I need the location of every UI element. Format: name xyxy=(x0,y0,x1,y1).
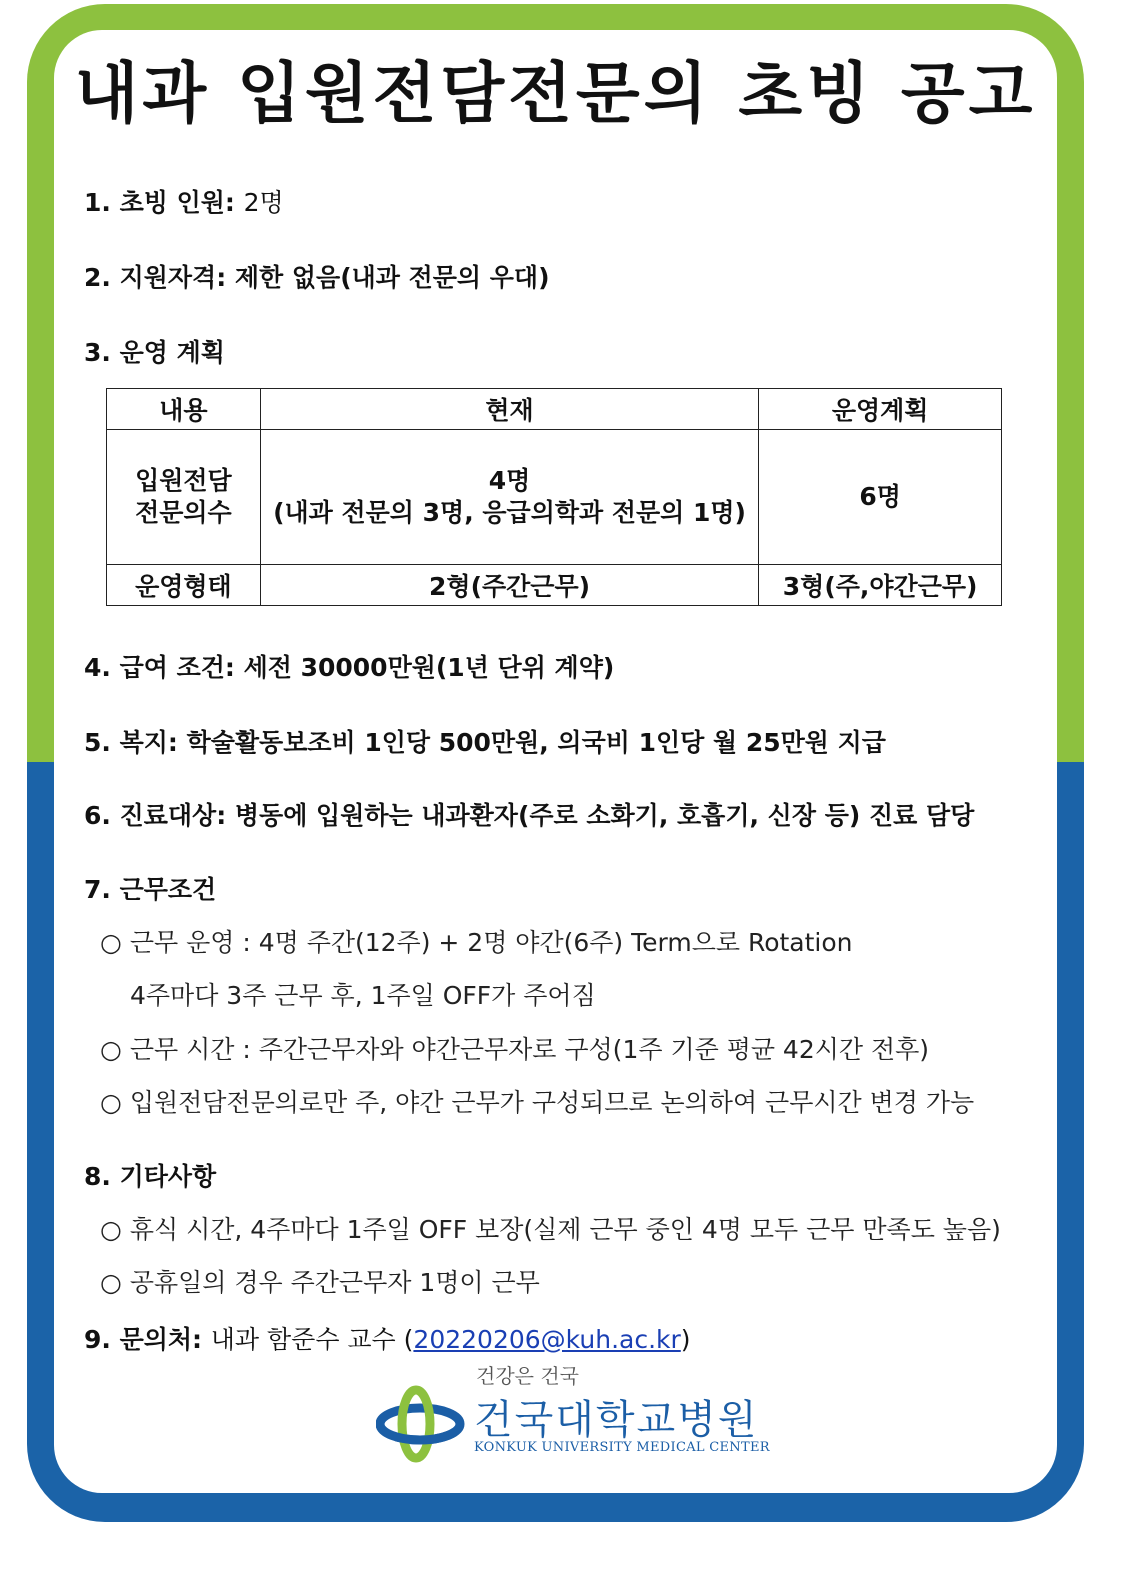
hospital-logo xyxy=(376,1360,778,1488)
list-item xyxy=(100,923,853,959)
circle-bullet-icon: ○ xyxy=(100,1268,122,1297)
list-item xyxy=(100,1030,929,1066)
section-salary: 4. 급여 조건: 세전 30000만원(1년 단위 계약) xyxy=(84,653,615,682)
list-item-text: 근무 시간 : 주간근무자와 야간근무자로 구성(1주 기준 평균 42시간 전후) xyxy=(129,1035,930,1064)
contact-email-link[interactable]: 20220206@kuh.ac.kr xyxy=(413,1325,681,1354)
recruit-count-label: 1. 초빙 인원: xyxy=(84,188,235,217)
circle-bullet-icon: ○ xyxy=(100,1035,122,1064)
page-title: 내과 입원전담전문의 초빙 공고 xyxy=(74,55,1037,132)
logo-tagline: 건강은 건국 xyxy=(476,1364,579,1388)
contact-close-paren: ) xyxy=(680,1325,691,1354)
section-operation-plan: 3. 운영 계획 xyxy=(84,338,225,367)
table-cell: 운영형태 xyxy=(107,565,261,606)
list-item-text: 휴식 시간, 4주마다 1주일 OFF 보장(실제 근무 중인 4명 모두 근무 만족도 높음) xyxy=(129,1215,1001,1244)
table-cell-line: (내과 전문의 3명, 응급의학과 전문의 1명) xyxy=(273,498,746,527)
table-cell xyxy=(260,430,758,565)
table-header-row xyxy=(107,389,1002,430)
logo-hospital-name: 건국대학교병원 xyxy=(474,1397,759,1443)
list-item xyxy=(100,1263,540,1299)
table-cell: 3형(주,야간근무) xyxy=(759,565,1002,606)
logo-english-name: KONKUK UNIVERSITY MEDICAL CENTER xyxy=(474,1440,770,1455)
section-qualification: 2. 지원자격: 제한 없음(내과 전문의 우대) xyxy=(84,263,550,292)
list-item xyxy=(100,1210,1001,1246)
table-cell-line: 전문의수 xyxy=(135,498,232,527)
recruit-count-value: 2명 xyxy=(243,188,284,217)
table-cell-line: 입원전담 xyxy=(135,466,232,495)
table-row xyxy=(107,430,1002,565)
table-cell: 2형(주간근무) xyxy=(260,565,758,606)
list-item-continuation: 4주마다 3주 근무 후, 1주일 OFF가 주어짐 xyxy=(130,981,596,1010)
operation-plan-table xyxy=(106,388,1002,606)
section-patients: 6. 진료대상: 병동에 입원하는 내과환자(주로 소화기, 호흡기, 신장 등) 진료 담당 xyxy=(84,801,975,830)
section-other: 8. 기타사항 xyxy=(84,1162,217,1191)
section-contact xyxy=(84,1320,691,1356)
table-cell-line: 4명 xyxy=(488,466,531,495)
table-row xyxy=(107,565,1002,606)
table-header: 내용 xyxy=(107,389,261,430)
circle-bullet-icon: ○ xyxy=(100,1215,122,1244)
list-item-text: 근무 운영 : 4명 주간(12주) + 2명 야간(6주) Term으로 Rotation xyxy=(129,928,853,957)
section-welfare: 5. 복지: 학술활동보조비 1인당 500만원, 의국비 1인당 월 25만원 지급 xyxy=(84,728,886,757)
konkuk-emblem-icon xyxy=(376,1380,468,1466)
section-recruit-count xyxy=(84,183,284,219)
list-item-text: 공휴일의 경우 주간근무자 1명이 근무 xyxy=(129,1268,540,1297)
circle-bullet-icon: ○ xyxy=(100,928,122,957)
table-header: 현재 xyxy=(260,389,758,430)
contact-person: 내과 함준수 교수 ( xyxy=(210,1325,414,1354)
section-work-conditions: 7. 근무조건 xyxy=(84,875,217,904)
table-header: 운영계획 xyxy=(759,389,1002,430)
table-cell: 6명 xyxy=(759,430,1002,565)
list-item-text: 입원전담전문의로만 주, 야간 근무가 구성되므로 논의하여 근무시간 변경 가능 xyxy=(129,1088,975,1117)
table-cell xyxy=(107,430,261,565)
contact-label: 9. 문의처: xyxy=(84,1325,203,1354)
circle-bullet-icon: ○ xyxy=(100,1088,122,1117)
list-item xyxy=(100,1083,974,1119)
